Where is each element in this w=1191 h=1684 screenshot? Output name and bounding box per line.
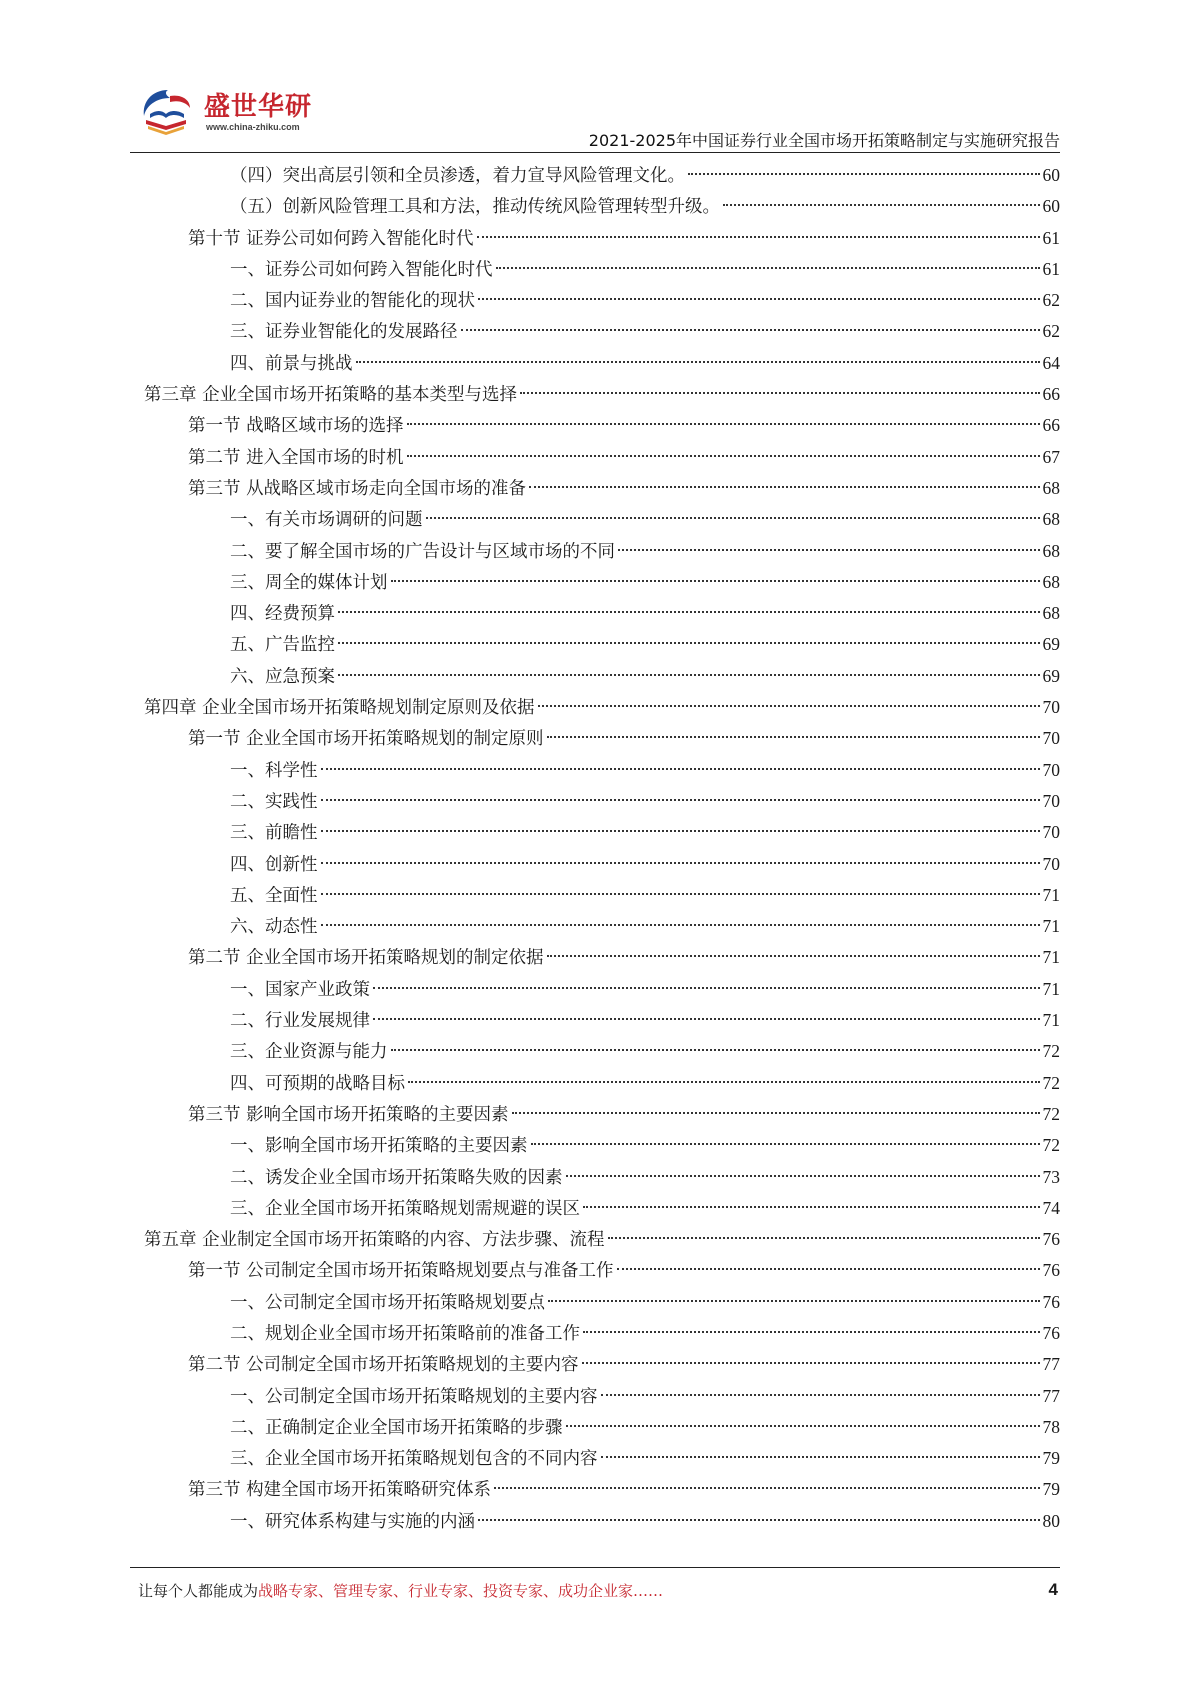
toc-entry-title: 五、全面性 (230, 885, 318, 906)
toc-entry-title: 三、证券业智能化的发展路径 (230, 322, 458, 343)
toc-entry-page: 79 (1042, 1479, 1060, 1500)
toc-entry-page: 68 (1042, 477, 1060, 498)
toc-dot-leader (391, 580, 1040, 582)
toc-dot-leader (373, 1018, 1040, 1020)
toc-entry-title: 第四章 企业全国市场开拓策略规划制定原则及依据 (144, 698, 535, 719)
toc-entry-page: 72 (1042, 1135, 1060, 1156)
toc-entry-title: 四、经费预算 (230, 604, 335, 625)
toc-entry-title: 第一节 企业全国市场开拓策略规划的制定原则 (188, 729, 544, 750)
toc-entry[interactable] (144, 473, 1060, 504)
toc-entry-title: （四）突出高层引领和全员渗透，着力宣导风险管理文化。 (230, 166, 685, 186)
page-number: 4 (1048, 1580, 1058, 1599)
toc-dot-leader (520, 392, 1039, 394)
company-logo (130, 80, 350, 144)
toc-entry[interactable] (144, 629, 1060, 660)
toc-dot-leader (478, 1519, 1040, 1521)
toc-entry-title: 三、周全的媒体计划 (230, 572, 388, 593)
toc-entry-page: 60 (1042, 196, 1060, 217)
toc-entry-page: 70 (1042, 759, 1060, 780)
toc-dot-leader (321, 830, 1040, 832)
toc-dot-leader (321, 799, 1040, 801)
toc-entry-page: 69 (1042, 634, 1060, 655)
toc-entry-title: 一、有关市场调研的问题 (230, 510, 423, 531)
toc-entry[interactable] (144, 692, 1060, 723)
toc-entry-title: 五、广告监控 (230, 635, 335, 656)
toc-entry-title: 第三节 构建全国市场开拓策略研究体系 (188, 1480, 492, 1501)
toc-entry-title: 一、国家产业政策 (230, 979, 370, 1000)
toc-dot-leader (338, 642, 1040, 644)
toc-entry-page: 71 (1042, 916, 1060, 937)
toc-dot-leader (547, 736, 1040, 738)
toc-entry-title: （五）创新风险管理工具和方法，推动传统风险管理转型升级。 (230, 197, 720, 218)
toc-entry-title: 第一节 公司制定全国市场开拓策略规划要点与准备工作 (188, 1261, 614, 1282)
toc-entry[interactable] (144, 1474, 1060, 1505)
toc-entry[interactable] (144, 786, 1060, 817)
toc-entry-title: 三、企业全国市场开拓策略规划包含的不同内容 (230, 1449, 598, 1470)
toc-entry-page: 71 (1042, 884, 1060, 905)
toc-entry-page: 72 (1042, 1103, 1060, 1124)
toc-entry-page: 73 (1042, 1166, 1060, 1187)
toc-dot-leader (407, 455, 1040, 457)
toc-entry[interactable] (144, 974, 1060, 1005)
toc-entry-page: 70 (1042, 853, 1060, 874)
toc-entry[interactable] (144, 536, 1060, 567)
toc-entry-page: 70 (1042, 728, 1060, 749)
toc-entry[interactable] (144, 880, 1060, 911)
toc-entry-title: 一、公司制定全国市场开拓策略规划的主要内容 (230, 1386, 598, 1407)
toc-entry-page: 70 (1042, 822, 1060, 843)
toc-dot-leader (373, 987, 1040, 989)
toc-dot-leader (426, 517, 1040, 519)
toc-entry-page: 67 (1042, 446, 1060, 467)
toc-dot-leader (478, 298, 1040, 300)
toc-entry-title: 第三章 企业全国市场开拓策略的基本类型与选择 (144, 385, 518, 406)
toc-entry[interactable] (144, 410, 1060, 441)
header-divider (130, 152, 1060, 153)
toc-entry[interactable] (144, 379, 1060, 410)
toc-entry[interactable] (144, 191, 1060, 222)
toc-dot-leader (529, 486, 1039, 488)
toc-entry-page: 72 (1042, 1041, 1060, 1062)
toc-dot-leader (723, 204, 1040, 206)
toc-entry-page: 66 (1042, 384, 1060, 405)
toc-entry-title: 一、证券公司如何跨入智能化时代 (230, 259, 493, 280)
toc-entry[interactable] (144, 1412, 1060, 1443)
toc-entry-title: 第十节 证券公司如何跨入智能化时代 (188, 228, 474, 249)
toc-dot-leader (548, 1300, 1040, 1302)
toc-entry-page: 64 (1042, 352, 1060, 373)
footer-divider (130, 1567, 1060, 1568)
toc-dot-leader (356, 361, 1040, 363)
toc-entry-page: 62 (1042, 290, 1060, 311)
toc-entry[interactable] (144, 1162, 1060, 1193)
toc-entry-title: 四、前景与挑战 (230, 353, 353, 374)
toc-entry-title: 第二节 企业全国市场开拓策略规划的制定依据 (188, 948, 544, 969)
toc-entry[interactable] (144, 1193, 1060, 1224)
toc-entry-page: 76 (1042, 1291, 1060, 1312)
toc-entry[interactable] (144, 1255, 1060, 1286)
toc-entry[interactable] (144, 1099, 1060, 1130)
toc-entry-page: 76 (1042, 1322, 1060, 1343)
toc-dot-leader (321, 924, 1040, 926)
toc-entry[interactable] (144, 316, 1060, 347)
toc-entry-title: 二、行业发展规律 (230, 1011, 370, 1032)
toc-entry[interactable] (144, 1068, 1060, 1099)
toc-entry[interactable] (144, 285, 1060, 316)
toc-entry[interactable] (144, 1318, 1060, 1349)
toc-entry-title: 第三节 影响全国市场开拓策略的主要因素 (188, 1104, 509, 1125)
book-swoosh-logo-icon (138, 84, 194, 140)
toc-dot-leader (583, 1331, 1040, 1333)
toc-entry-title: 二、实践性 (230, 791, 318, 812)
toc-entry-page: 61 (1042, 227, 1060, 248)
toc-dot-leader (338, 674, 1040, 676)
toc-entry-page: 71 (1042, 978, 1060, 999)
toc-entry-title: 第五章 企业制定全国市场开拓策略的内容、方法步骤、流程 (144, 1230, 605, 1251)
toc-dot-leader (618, 549, 1040, 551)
toc-entry-title: 四、创新性 (230, 854, 318, 875)
toc-dot-leader (338, 611, 1040, 613)
toc-entry[interactable] (144, 1443, 1060, 1474)
toc-entry-page: 72 (1042, 1072, 1060, 1093)
toc-entry-title: 二、要了解全国市场的广告设计与区域市场的不同 (230, 541, 615, 562)
toc-dot-leader (547, 955, 1040, 957)
logo-name: 盛世华研 (204, 92, 313, 122)
toc-entry[interactable] (144, 567, 1060, 598)
toc-entry-title: 三、前瞻性 (230, 823, 318, 844)
toc-entry-title: 三、企业全国市场开拓策略规划需规避的误区 (230, 1198, 580, 1219)
toc-entry-title: 六、应急预案 (230, 666, 335, 687)
toc-dot-leader (608, 1237, 1040, 1239)
toc-entry-page: 71 (1042, 947, 1060, 968)
toc-entry-page: 68 (1042, 540, 1060, 561)
toc-entry[interactable] (144, 254, 1060, 285)
toc-entry-page: 68 (1042, 603, 1060, 624)
toc-dot-leader (461, 329, 1040, 331)
toc-entry[interactable] (144, 1130, 1060, 1161)
toc-dot-leader (512, 1112, 1040, 1114)
toc-entry-page: 77 (1042, 1385, 1060, 1406)
toc-entry-page: 70 (1042, 790, 1060, 811)
toc-dot-leader (494, 1487, 1039, 1489)
toc-dot-leader (496, 267, 1040, 269)
toc-entry-page: 69 (1042, 665, 1060, 686)
toc-entry-title: 二、诱发企业全国市场开拓策略失败的因素 (230, 1167, 563, 1188)
toc-entry-title: 二、国内证券业的智能化的现状 (230, 291, 475, 312)
toc-entry[interactable] (144, 1287, 1060, 1318)
toc-entry-title: 二、正确制定企业全国市场开拓策略的步骤 (230, 1417, 563, 1438)
toc-entry-title: 第三节 从战略区域市场走向全国市场的准备 (188, 478, 527, 499)
toc-entry-page: 74 (1042, 1197, 1060, 1218)
toc-entry[interactable] (144, 504, 1060, 535)
logo-url: www.china-zhiku.com (206, 122, 300, 132)
toc-entry-title: 一、公司制定全国市场开拓策略规划要点 (230, 1292, 545, 1313)
toc-entry[interactable] (144, 849, 1060, 880)
toc-entry-title: 二、规划企业全国市场开拓策略前的准备工作 (230, 1323, 580, 1344)
toc-entry-title: 四、可预期的战略目标 (230, 1073, 405, 1094)
toc-entry[interactable] (144, 598, 1060, 629)
toc-entry-page: 79 (1042, 1448, 1060, 1469)
toc-entry-title: 六、动态性 (230, 917, 318, 938)
toc-dot-leader (566, 1425, 1040, 1427)
toc-entry[interactable] (144, 1224, 1060, 1255)
toc-dot-leader (391, 1049, 1040, 1051)
toc-dot-leader (583, 1206, 1040, 1208)
toc-dot-leader (477, 236, 1040, 238)
toc-dot-leader (582, 1362, 1040, 1364)
toc-entry-page: 78 (1042, 1416, 1060, 1437)
toc-entry-page: 71 (1042, 1010, 1060, 1031)
toc-entry[interactable] (144, 348, 1060, 379)
toc-entry-title: 一、研究体系构建与实施的内涵 (230, 1511, 475, 1532)
toc-entry-page: 68 (1042, 571, 1060, 592)
toc-entry-page: 80 (1042, 1510, 1060, 1531)
toc-entry-title: 三、企业资源与能力 (230, 1042, 388, 1063)
toc-entry-page: 76 (1042, 1260, 1060, 1281)
toc-entry[interactable] (144, 223, 1060, 254)
toc-entry-page: 60 (1042, 165, 1060, 185)
toc-dot-leader (321, 893, 1040, 895)
toc-entry[interactable] (144, 723, 1060, 754)
toc-dot-leader (321, 862, 1040, 864)
toc-dot-leader (538, 705, 1040, 707)
toc-dot-leader (531, 1143, 1040, 1145)
document-title: 2021-2025年中国证券行业全国市场开拓策略制定与实施研究报告 (588, 131, 1060, 150)
toc-entry[interactable] (144, 442, 1060, 473)
toc-entry-page: 70 (1042, 697, 1060, 718)
toc-entry-page: 77 (1042, 1354, 1060, 1375)
toc-entry-page: 62 (1042, 321, 1060, 342)
toc-entry[interactable] (144, 661, 1060, 692)
toc-entry[interactable] (144, 755, 1060, 786)
page-header (130, 80, 1060, 152)
toc-entry[interactable] (144, 160, 1060, 191)
toc-dot-leader (566, 1175, 1040, 1177)
page-footer (138, 1580, 1058, 1610)
toc-entry[interactable] (144, 1005, 1060, 1036)
toc-entry[interactable] (144, 817, 1060, 848)
footer-slogan-lead: 让每个人都能成为 (138, 1582, 259, 1600)
toc-entry-title: 一、影响全国市场开拓策略的主要因素 (230, 1136, 528, 1157)
toc-dot-leader (408, 1081, 1040, 1083)
toc-entry-page: 66 (1042, 415, 1060, 436)
toc-dot-leader (407, 423, 1040, 425)
toc-entry-title: 第二节 公司制定全国市场开拓策略规划的主要内容 (188, 1355, 579, 1376)
toc-entry[interactable] (144, 911, 1060, 942)
toc-dot-leader (601, 1456, 1040, 1458)
table-of-contents (144, 160, 1060, 1537)
toc-entry-page: 68 (1042, 509, 1060, 530)
toc-entry[interactable] (144, 942, 1060, 973)
toc-dot-leader (601, 1394, 1040, 1396)
toc-dot-leader (321, 768, 1040, 770)
footer-slogan-roles: 战略专家、管理专家、行业专家、投资专家、成功企业家…… (258, 1582, 664, 1600)
toc-entry-title: 第二节 进入全国市场的时机 (188, 447, 404, 468)
toc-dot-leader (688, 173, 1040, 175)
toc-entry[interactable] (144, 1381, 1060, 1412)
toc-entry[interactable] (144, 1349, 1060, 1380)
toc-entry-page: 76 (1042, 1229, 1060, 1250)
toc-entry[interactable] (144, 1036, 1060, 1067)
toc-dot-leader (617, 1268, 1040, 1270)
toc-entry[interactable] (144, 1506, 1060, 1537)
toc-entry-title: 第一节 战略区域市场的选择 (188, 416, 404, 437)
toc-entry-page: 61 (1042, 258, 1060, 279)
toc-entry-title: 一、科学性 (230, 760, 318, 781)
